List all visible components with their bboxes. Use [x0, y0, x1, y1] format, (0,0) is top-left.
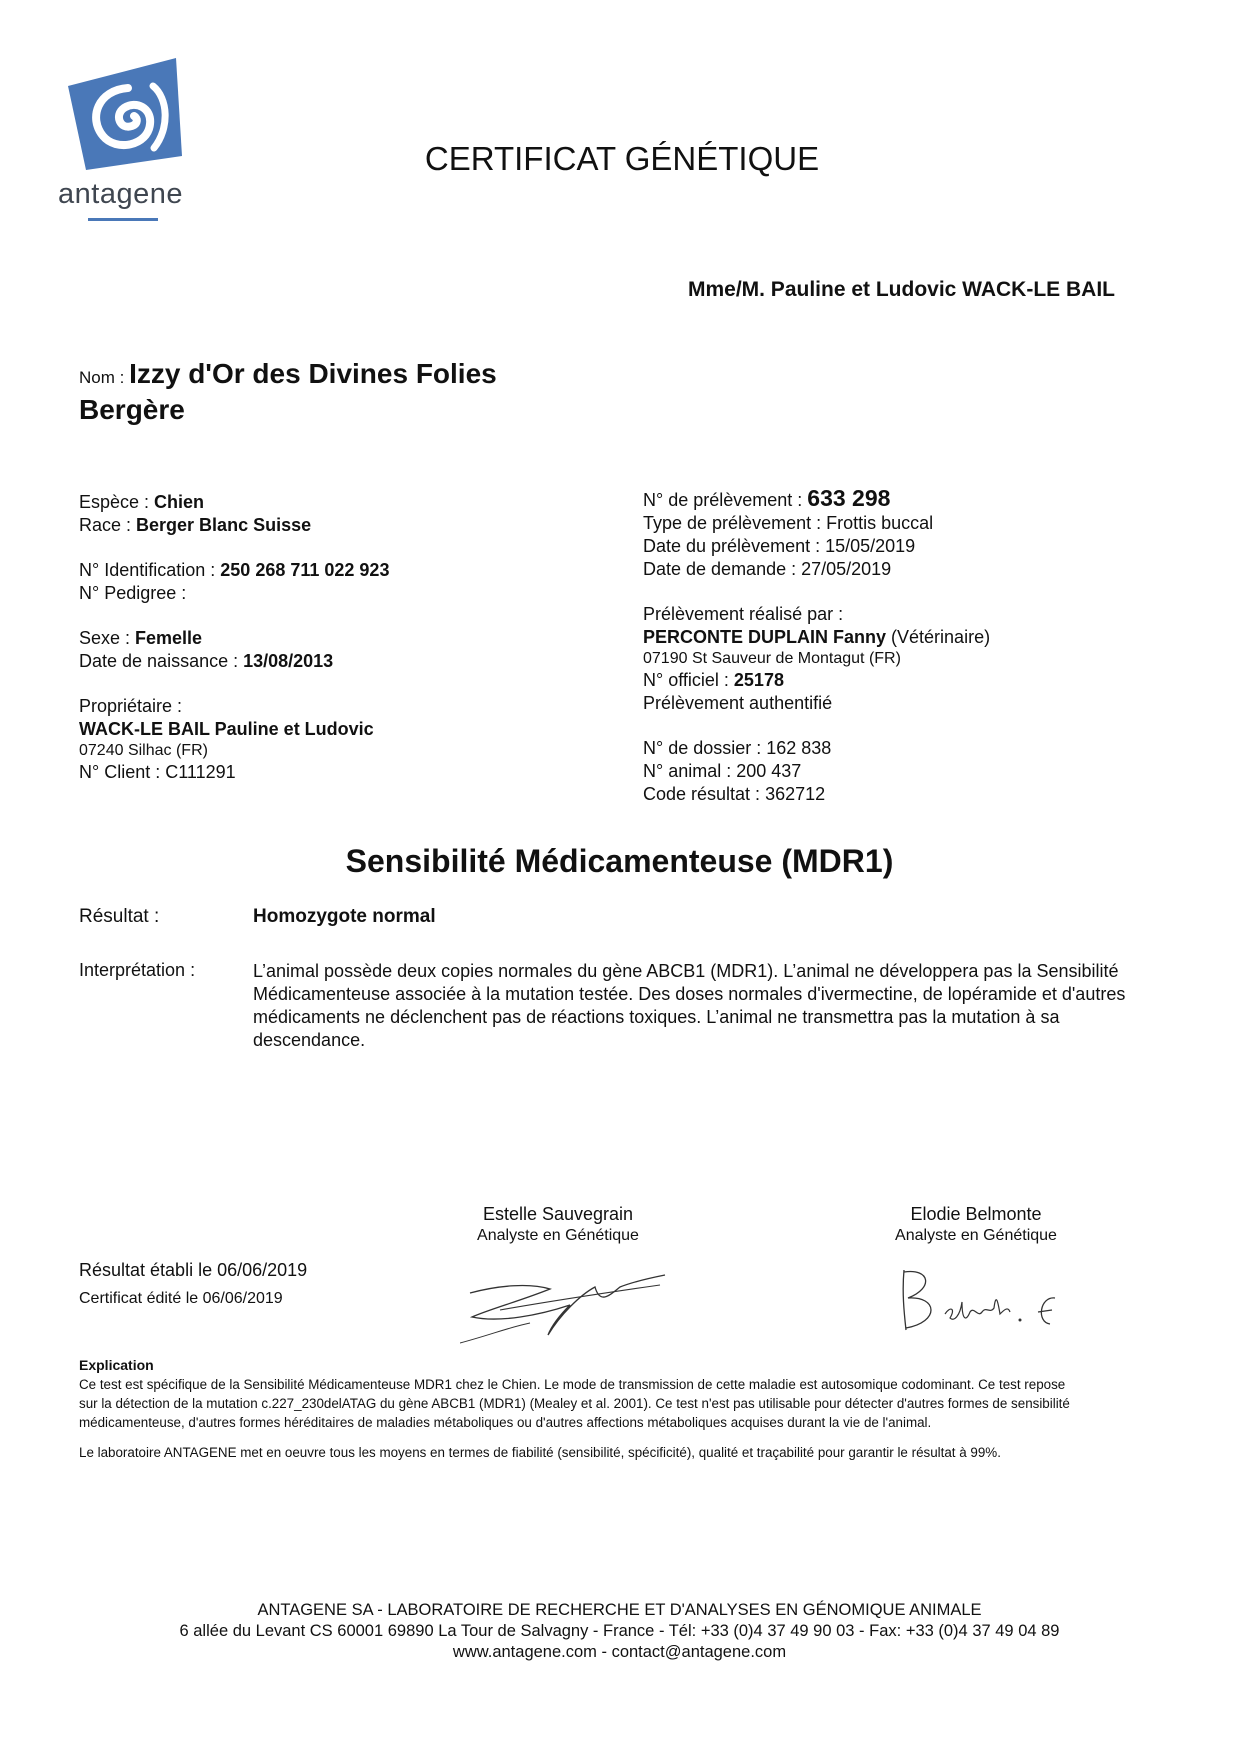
- signatory-name: Estelle Sauvegrain: [482, 1204, 634, 1224]
- animal-name: [79, 358, 497, 390]
- signature-2-image: [890, 1262, 1070, 1337]
- signatory-title: Analyste en Génétique: [477, 1227, 639, 1244]
- proprietaire-label: Propriétaire :: [79, 696, 183, 716]
- explication-text: [79, 1375, 1169, 1432]
- animal-number: N° animal : 200 437: [643, 761, 802, 781]
- type-prelevement: Type de prélèvement : Frottis buccal: [643, 513, 934, 533]
- proprietaire-ville: 07240 Silhac (FR): [79, 742, 208, 759]
- animal-info: [79, 491, 599, 784]
- realise-label: Prélèvement réalisé par :: [643, 604, 844, 624]
- officiel-value: 25178: [733, 670, 784, 690]
- sexe-row: [79, 627, 599, 650]
- race-row: [79, 514, 599, 537]
- laboratoire-note: Le laboratoire ANTAGENE met en oeuvre tous les moyens en termes de fiabilité (sensibilité, spécificité), qualité et traçabilité pour garantir le résultat à 99%.: [79, 1445, 1001, 1460]
- signature-block-2: [816, 1203, 1136, 1247]
- officiel-row: [643, 669, 1203, 692]
- veterinaire-ville: 07190 St Sauveur de Montagut (FR): [643, 650, 901, 667]
- signatory-name: Elodie Belmonte: [910, 1204, 1042, 1224]
- prelevement-label: N° de prélèvement :: [643, 490, 808, 510]
- signatory-title: Analyste en Génétique: [895, 1227, 1057, 1244]
- logo-wordmark: antagene: [58, 178, 183, 210]
- prelevement-row: [643, 487, 1203, 512]
- explication-line: médicamenteuse, d'autres formes héréditaires de maladies métaboliques ou d'autres affections métaboliques acquises durant la vie de l'animal.: [79, 1415, 932, 1430]
- sample-info: [643, 487, 1203, 806]
- certificat-date: Certificat édité le 06/06/2019: [79, 1290, 283, 1307]
- date-demande: Date de demande : 27/05/2019: [643, 559, 892, 579]
- logo-underline: [88, 218, 158, 221]
- animal-name-value: Izzy d'Or des Divines Folies: [129, 358, 497, 389]
- race-value: Berger Blanc Suisse: [136, 515, 312, 535]
- interpretation-line: descendance.: [253, 1030, 366, 1050]
- animal-name-label: Nom :: [79, 368, 130, 387]
- pedigree-row: N° Pedigree :: [79, 583, 187, 603]
- explication-line: sur la détection de la mutation c.227_230delATAG du gène ABCB1 (MDR1) (Mealey et al. 2001). Ce test n'est pas utilisable pour détecter d'autres formes de sensibilité: [79, 1396, 1070, 1411]
- resultat-date: Résultat établi le 06/06/2019: [79, 1260, 308, 1280]
- signature-block-1: [398, 1203, 718, 1247]
- interpretation-text: [253, 960, 1173, 1052]
- recipient: Mme/M. Pauline et Ludovic WACK-LE BAIL: [687, 278, 1115, 301]
- animal-name-line2: Bergère: [79, 394, 185, 425]
- authentifie: Prélèvement authentifié: [643, 693, 833, 713]
- race-label: Race :: [79, 515, 137, 535]
- client-number: N° Client : C111291: [79, 762, 236, 782]
- date-prelevement: Date du prélèvement : 15/05/2019: [643, 536, 916, 556]
- naissance-row: [79, 650, 599, 673]
- naissance-value: 13/08/2013: [243, 651, 334, 671]
- resultat-value: Homozygote normal: [253, 906, 436, 927]
- sexe-value: Femelle: [135, 628, 203, 648]
- identification-label: N° Identification :: [79, 560, 221, 580]
- naissance-label: Date de naissance :: [79, 651, 244, 671]
- explication-title: Explication: [79, 1357, 154, 1373]
- code-resultat: Code résultat : 362712: [643, 784, 826, 804]
- veterinaire-role: (Vétérinaire): [886, 627, 991, 647]
- veterinaire-row: [643, 626, 1203, 649]
- footer: [0, 1600, 1239, 1663]
- explication-line: Ce test est spécifique de la Sensibilité Médicamenteuse MDR1 chez le Chien. Le mode de transmission de cette maladie est autosomique codominant. Ce test repose: [79, 1377, 1066, 1392]
- identification-value: 250 268 711 022 923: [220, 560, 390, 580]
- interpretation-line: Médicamenteuse associée à la mutation testée. Des doses normales d'ivermectine, de lopéramide et d'autres: [253, 984, 1126, 1004]
- interpretation-line: L’animal possède deux copies normales du gène ABCB1 (MDR1). L’animal ne développera pas la Sensibilité: [253, 961, 1119, 981]
- footer-company: ANTAGENE SA - LABORATOIRE DE RECHERCHE ET D'ANALYSES EN GÉNOMIQUE ANIMALE: [257, 1601, 982, 1619]
- sexe-label: Sexe :: [79, 628, 136, 648]
- signature-1-image: [460, 1265, 670, 1345]
- espece-label: Espèce :: [79, 492, 155, 512]
- veterinaire-name: PERCONTE DUPLAIN Fanny: [643, 627, 887, 647]
- proprietaire-value: WACK-LE BAIL Pauline et Ludovic: [79, 719, 374, 739]
- document-title: CERTIFICAT GÉNÉTIQUE: [424, 140, 820, 177]
- officiel-label: N° officiel :: [643, 670, 734, 690]
- interpretation-label: Interprétation :: [79, 960, 196, 980]
- identification-row: [79, 559, 599, 582]
- footer-address: 6 allée du Levant CS 60001 69890 La Tour de Salvagny - France - Tél: +33 (0)4 37 49 90 03 - Fax: +33 (0)4 37 49 04 89: [179, 1622, 1060, 1640]
- test-title: Sensibilité Médicamenteuse (MDR1): [345, 843, 894, 879]
- prelevement-value: 633 298: [807, 485, 891, 511]
- espece-row: [79, 491, 599, 514]
- dossier-number: N° de dossier : 162 838: [643, 738, 832, 758]
- footer-contact: www.antagene.com - contact@antagene.com: [452, 1643, 787, 1661]
- espece-value: Chien: [154, 492, 205, 512]
- interpretation-line: médicaments ne déclenchent pas de réactions toxiques. L’animal ne transmettra pas la mutation à sa: [253, 1007, 1060, 1027]
- resultat-label: Résultat :: [79, 906, 160, 927]
